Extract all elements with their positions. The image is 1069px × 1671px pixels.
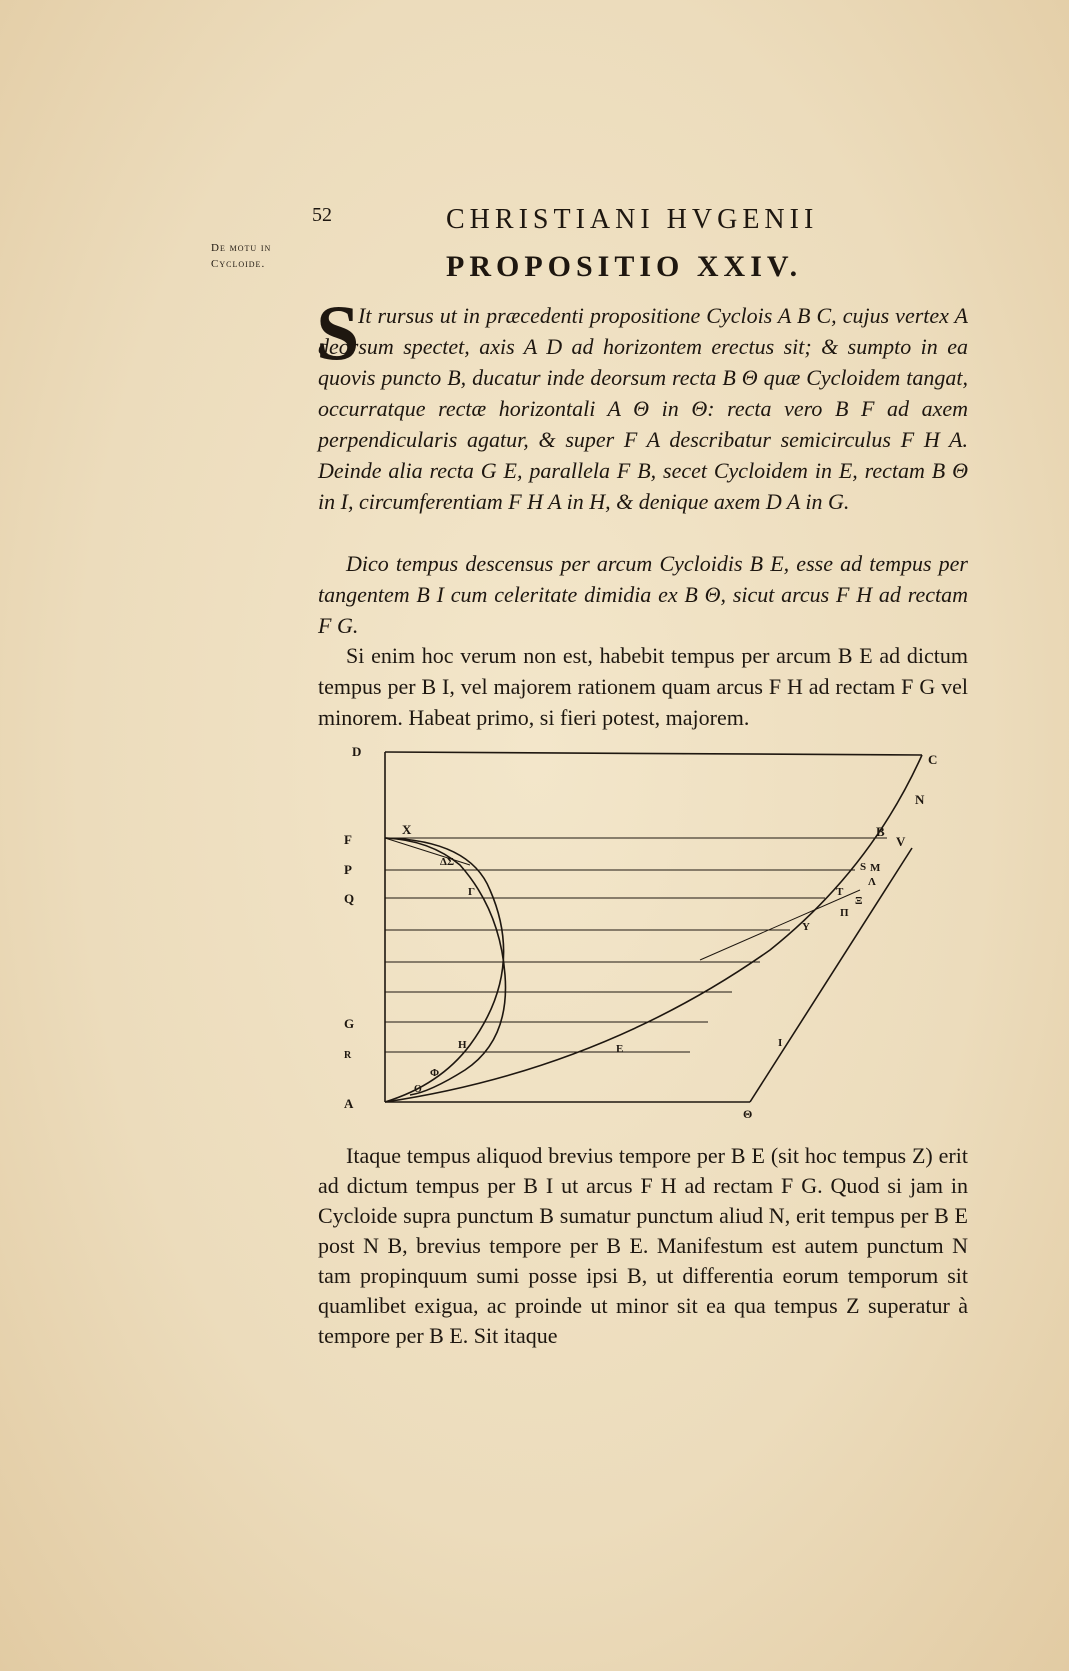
semicircle-FHA bbox=[385, 838, 504, 1102]
label-N: N bbox=[915, 792, 925, 807]
label-E: E bbox=[616, 1043, 624, 1055]
label-O: O bbox=[414, 1084, 422, 1095]
drop-cap-initial: S bbox=[316, 289, 360, 376]
label-Y: Y bbox=[802, 921, 810, 933]
label-D: D bbox=[352, 744, 362, 759]
label-H: H bbox=[458, 1039, 467, 1051]
label-A: A bbox=[344, 1096, 354, 1111]
label-P: P bbox=[344, 862, 352, 877]
label-C: C bbox=[928, 752, 938, 767]
label-Gamma: Γ bbox=[468, 886, 475, 898]
proposition-title: PROPOSITIO XXIV. bbox=[446, 250, 803, 283]
label-V: V bbox=[896, 834, 906, 849]
label-I: I bbox=[778, 1037, 783, 1049]
label-Phi: Φ bbox=[430, 1067, 440, 1079]
label-Xi: Ξ bbox=[855, 895, 863, 907]
label-Q: Q bbox=[344, 891, 355, 906]
label-G: G bbox=[344, 1016, 355, 1031]
margin-note bbox=[211, 240, 271, 272]
label-F: F bbox=[344, 832, 352, 847]
auxiliary-curve bbox=[385, 838, 506, 1095]
label-R: R bbox=[344, 1050, 352, 1061]
line-X-Sigma bbox=[385, 838, 470, 865]
label-Delta-Sigma: ΔΣ bbox=[440, 856, 455, 868]
page-number: 52 bbox=[312, 204, 332, 226]
enunciatio-paragraph: It rursus ut in præcedenti propositione Cyclois A B C, cujus vertex A deorsum spectet, axis A D ad horizontem erectus sit; & sumpto in ea quovis puncto B, ducatur inde deorsum recta B Θ quæ Cycloidem tangat, occurratque rectæ horizontali A Θ in Θ: recta vero B F ad axem perpendicularis agatur, & super F A describatur semicirculus F H A. Deinde alia recta G E, parallela F B, secet Cycloidem in E, rectam B Θ in I, circumferentiam F H A in H, & denique axem D A in G. bbox=[318, 303, 968, 514]
line-T-Y bbox=[700, 890, 863, 960]
line-DC bbox=[385, 752, 922, 755]
dico-paragraph: Dico tempus descensus per arcum Cycloidis B E, esse ad tempus per tangentem B I cum celeritate dimidia ex B Θ, sicut arcus F H ad rectam F G. bbox=[318, 551, 968, 638]
label-S: S bbox=[860, 861, 867, 873]
label-T: T bbox=[836, 886, 844, 898]
cycloid-figure bbox=[344, 740, 950, 1121]
label-Theta: Θ bbox=[743, 1107, 753, 1121]
margin-note-line-1: De motu in bbox=[211, 242, 272, 254]
demonstration-paragraph-2: Itaque tempus aliquod brevius tempore per B E (sit hoc tempus Z) erit ad dictum tempus per B I ut arcus F H ad rectam F G. Quod si jam in Cycloide supra punctum B sumatur punctum aliud N, erit tempus per B E post N B, brevius tempore per B E. Manifestum est autem punctum N tam propinquum sumi posse ipsi B, ut differentia eorum temporum sit quamlibet exigua, ac proinde ut minor sit ea qua tempus Z superatur à tempore per B E. Sit itaque bbox=[318, 1143, 968, 1348]
demonstration-paragraph-1: Si enim hoc verum non est, habebit tempus per arcum B E ad dictum tempus per B I, vel majorem rationem quam arcus F H ad rectam F G vel minorem. Habeat primo, si fieri potest, majorem. bbox=[318, 643, 968, 730]
label-B: B bbox=[876, 824, 885, 839]
label-M: M bbox=[870, 862, 881, 874]
label-X: X bbox=[402, 822, 412, 837]
margin-note-line-2: Cycloide. bbox=[211, 258, 266, 270]
label-Pi: Π bbox=[840, 907, 849, 919]
running-head: CHRISTIANI HVGENII bbox=[446, 204, 819, 235]
label-Lambda: Λ bbox=[868, 876, 876, 888]
tangent-B-Theta bbox=[750, 848, 912, 1102]
